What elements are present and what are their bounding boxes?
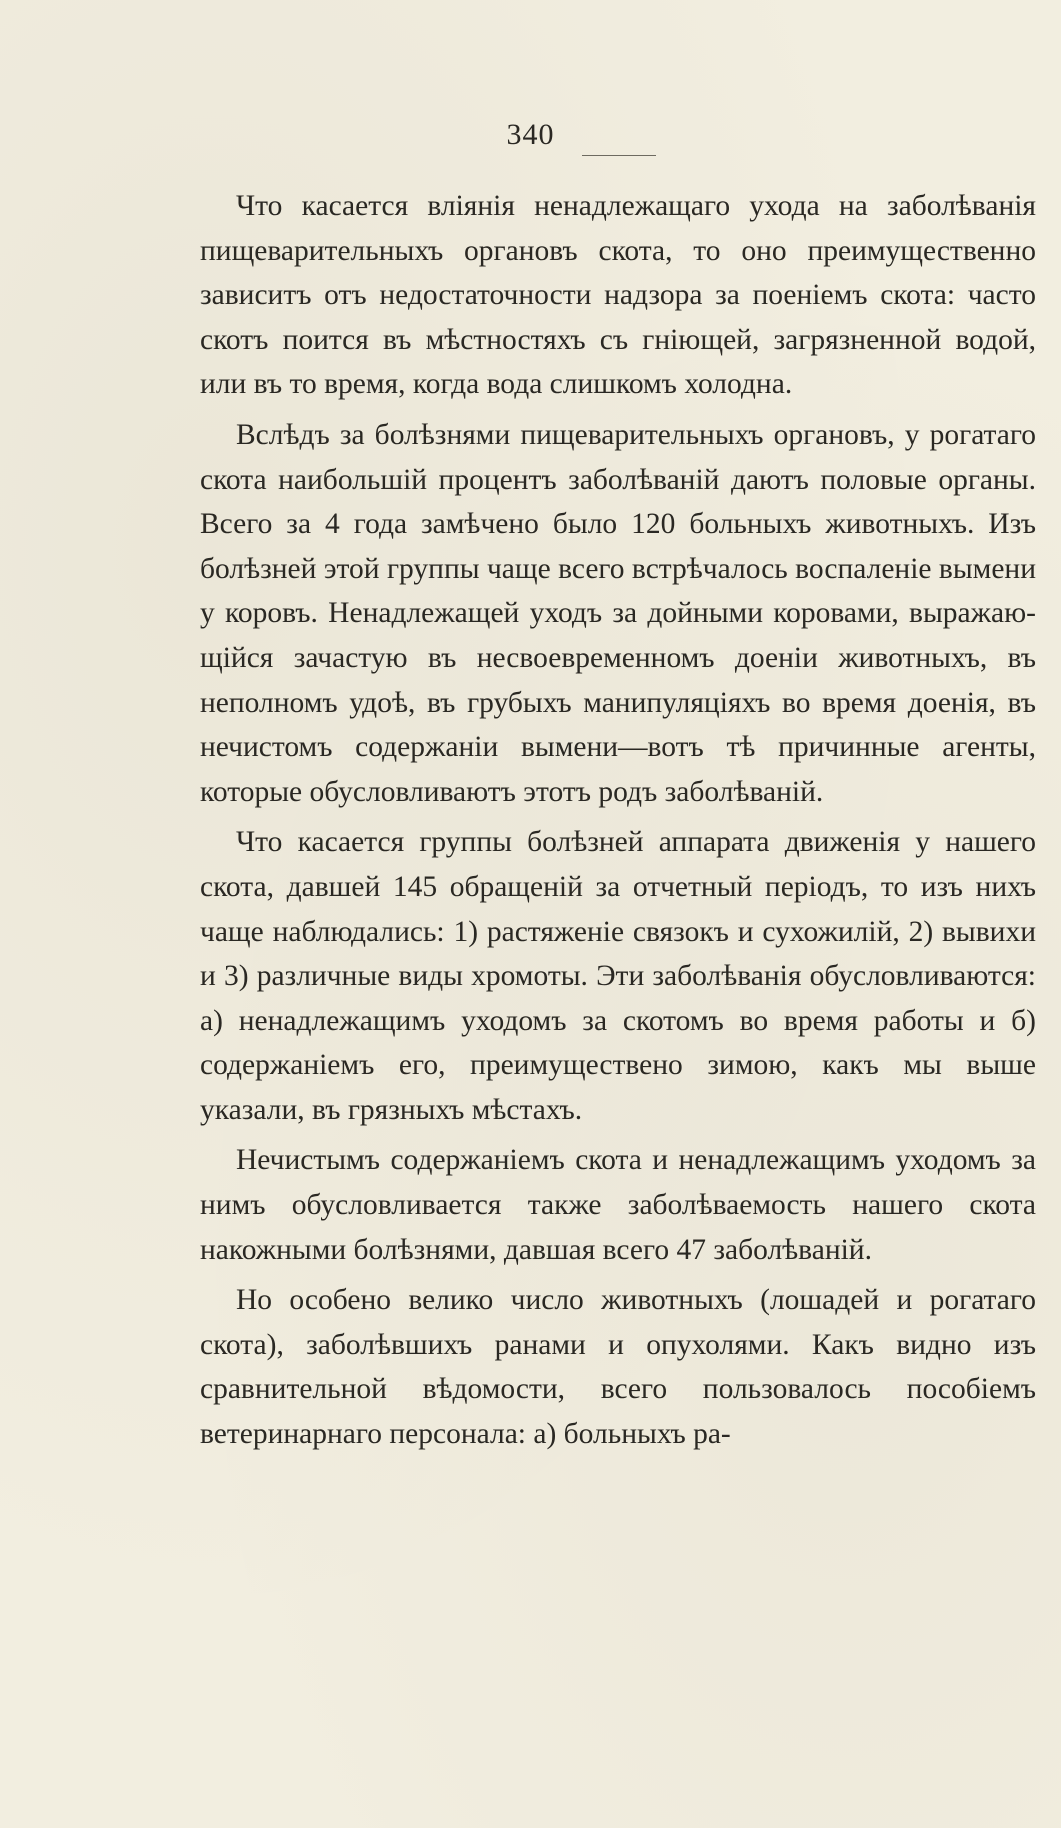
paragraph: Вслѣдъ за болѣзнями пищеварительныхъ органовъ, у рогатаго скота наибольшiй процентъ заболѣванiй даютъ половые органы. Всего за 4 года замѣчено было 120 больныхъ животныхъ. Изъ болѣзней этой группы чаще всего встрѣчалось воспаленiе вымени у коровъ. Ненадлежащей уходъ за дойными коровами, выражающiйся зачастую въ несвоевременномъ доенiи животныхъ, въ неполномъ удоѣ, въ грубыхъ манипуляцiяхъ во время доенiя, въ нечистомъ содержанiи вымени—вотъ тѣ причинные агенты, которые обусловливаютъ этотъ родъ заболѣванiй. [200,418,1036,808]
page-number-rule [582,155,656,156]
page-number: 340 [506,118,555,151]
paragraph: Но особено велико число животныхъ (лошадей и рогатаго скота), заболѣвшихъ ранами и опухолями. Какъ видно изъ сравнительной вѣдомости, всего пользовалось пособiемъ ветеринарнаго персонала: а) больныхъ ра- [200,1284,1036,1451]
paragraph: Что касается группы болѣзней аппарата движенiя у нашего скота, давшей 145 обращенiй за отчетный перiодъ, то изъ нихъ чаще наблюдались: 1) растяженiе связокъ и сухожилiй, 2) вывихи и 3) различные виды хромоты. Эти заболѣванiя обусловливаются: а) ненадлежащимъ уходомъ за скотомъ во время работы и б) содержанiемъ его, преимуществено зимою, какъ мы выше указали, въ грязныхъ мѣстахъ. [200,826,1036,1126]
paragraph: Нечистымъ содержанiемъ скота и ненадлежащимъ уходомъ за нимъ обусловливается также заболѣваемость нашего скота накожными болѣзнями, давшая всего 47 заболѣванiй. [200,1144,1036,1266]
paragraph: Что касается влiянiя ненадлежащаго ухода на заболѣванiя пищеварительныхъ органовъ скота, то оно преимущественно зависитъ отъ недостаточности надзора за поенiемъ скота: часто скотъ поится въ мѣстностяхъ съ гнiющей, загрязненной водой, или въ то время, когда вода слишкомъ холодна. [200,190,1036,401]
body-text [200,184,1036,1463]
